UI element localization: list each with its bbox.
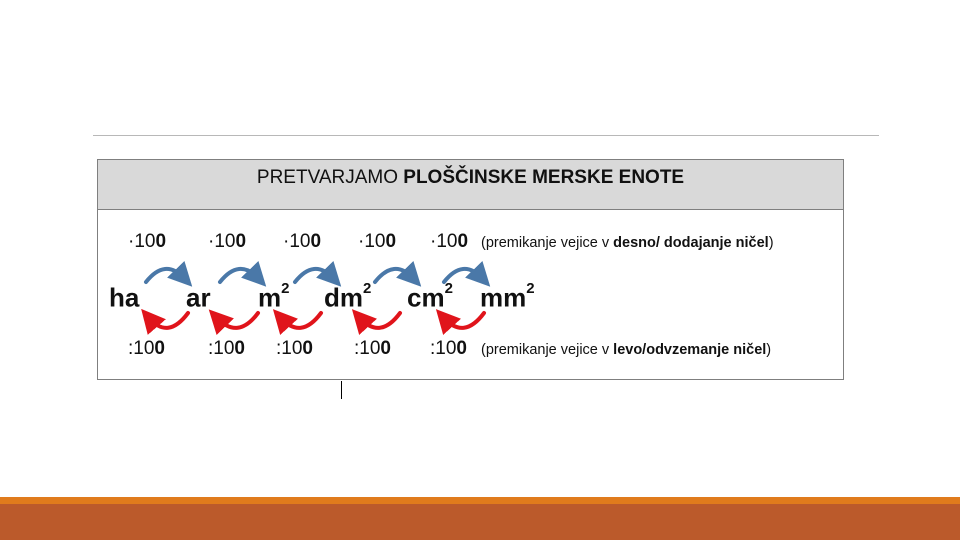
divide-arrow-5 bbox=[444, 313, 484, 328]
multiply-note: (premikanje vejice v desno/ dodajanje ničel) bbox=[481, 235, 774, 251]
unit-ar: ar bbox=[186, 282, 211, 313]
multiply-arrow-4 bbox=[375, 269, 413, 282]
divide-arrow-3 bbox=[281, 313, 321, 328]
divide-arrow-2 bbox=[217, 313, 258, 328]
unit-ha: ha bbox=[109, 282, 140, 313]
title-bold: PLOŠČINSKE MERSKE ENOTE bbox=[403, 167, 685, 188]
multiply-arrow-2 bbox=[220, 269, 258, 282]
multiply-op-3: ·100 bbox=[283, 231, 322, 252]
title-regular: PRETVARJAMO bbox=[256, 167, 404, 188]
divide-arrow-1 bbox=[149, 313, 188, 328]
multiply-arrows bbox=[146, 269, 482, 282]
divide-op-3: :100 bbox=[276, 338, 313, 359]
divide-op-4: :100 bbox=[354, 338, 391, 359]
footer-accent-bar bbox=[0, 497, 960, 504]
multiply-arrow-1 bbox=[146, 269, 184, 282]
divide-arrows bbox=[149, 313, 484, 328]
multiply-op-1: ·100 bbox=[128, 231, 167, 252]
unit-m2: $m^2$ bbox=[258, 280, 290, 313]
divide-op-2: :100 bbox=[208, 338, 245, 359]
divide-arrow-4 bbox=[360, 313, 400, 328]
divide-op-1: :100 bbox=[128, 338, 165, 359]
multiply-arrow-5 bbox=[444, 269, 482, 282]
top-divider-line bbox=[93, 135, 879, 136]
multiply-op-2: ·100 bbox=[208, 231, 247, 252]
multiply-op-5: ·100 bbox=[430, 231, 469, 252]
divide-note: (premikanje vejice v levo/odvzemanje ničel) bbox=[481, 342, 772, 358]
divide-op-5: :100 bbox=[430, 338, 467, 359]
conversion-table bbox=[97, 159, 844, 380]
multiply-arrow-3 bbox=[295, 269, 333, 282]
unit-dm2: $dm^2$ bbox=[324, 280, 372, 313]
footer-bar bbox=[0, 504, 960, 540]
multiply-op-4: ·100 bbox=[358, 231, 397, 252]
unit-mm2: $mm^2$ bbox=[480, 280, 535, 313]
unit-cm2: $cm^2$ bbox=[407, 280, 453, 313]
text-cursor bbox=[341, 381, 342, 399]
